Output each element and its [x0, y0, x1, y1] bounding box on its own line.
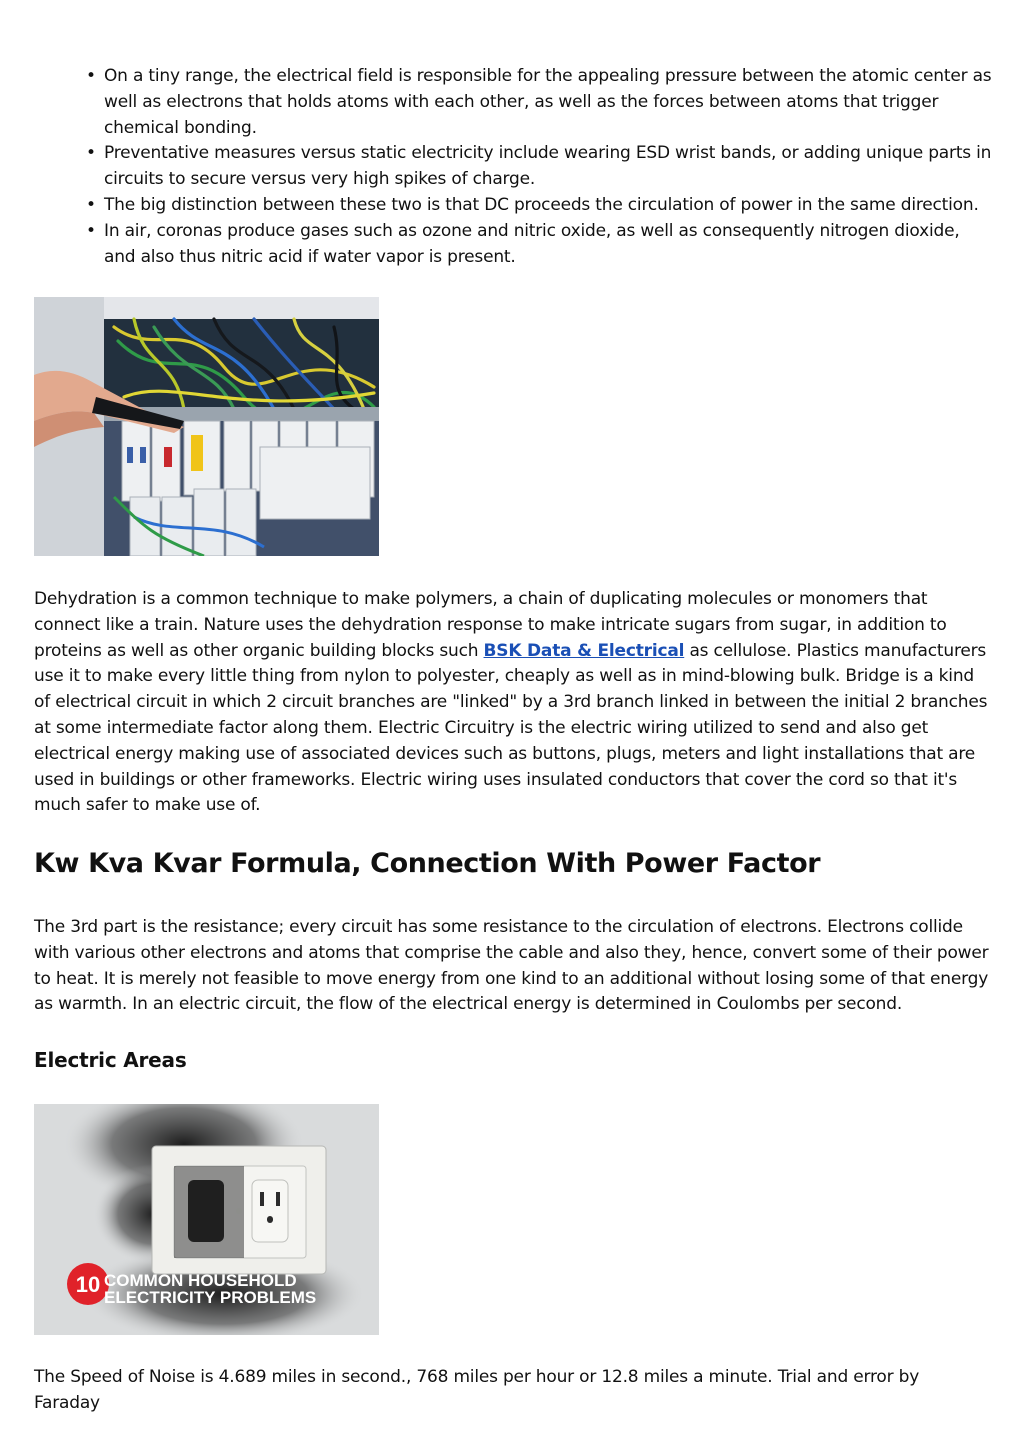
electrical-panel-photo	[34, 297, 379, 556]
paragraph-text: as cellulose. Plastics manufacturers use it to make every little thing from nylon to polyester, cheaply as well as in mind-blowing bulk. Bridge is a kind of electrical circuit in which 2 circuit branches are "linked" by a 3rd branch linked in between the initial 2 branches at some intermediate factor along them. Electric Circuitry is the electric wiring utilized to send and also get electrical energy making use of associated devices such as buttons, plugs, meters and light installations that are used in buildings or other frameworks. Electric wiring uses insulated conductors that cover the cord so that it's much safer to make use of.	[34, 640, 988, 816]
paragraph-text: Dehydration is a common technique to make polymers, a chain of duplicating molecules or monomers that connect like a train. Nature uses the dehydration response to make intricate sugars from sugar, in addition to proteins as well as other organic building blocks such	[34, 589, 947, 661]
section-heading: Kw Kva Kvar Formula, Connection With Power Factor	[34, 848, 821, 879]
paragraph-speed-of-noise: The Speed of Noise is 4.689 miles in second., 768 miles per hour or 12.8 miles a minute. Trial and error by Faraday	[34, 1367, 920, 1413]
bullet-item: • Preventative measures versus static electricity include wearing ESD wrist bands, or adding unique parts in circuits to secure versus very high spikes of charge.	[84, 141, 994, 193]
caption-line1: COMMON HOUSEHOLD	[104, 1271, 297, 1290]
bullet-item: • The big distinction between these two is that DC proceeds the circulation of power in the same direction.	[84, 193, 994, 219]
burnt-outlet-illustration	[34, 1104, 379, 1335]
badge-number: 10	[75, 1272, 101, 1297]
bullet-item: • In air, coronas produce gases such as ozone and nitric oxide, as well as consequently nitrogen dioxide, and also thus nitric acid if water vapor is present.	[84, 219, 994, 271]
bullet-list	[84, 64, 994, 270]
paragraph-dehydration	[34, 587, 990, 819]
paragraph-resistance: The 3rd part is the resistance; every circuit has some resistance to the circulation of electrons. Electrons collide with various other electrons and atoms that comprise the cable and also they, hence, convert some of their power to heat. It is merely not feasible to move energy from one kind to an additional without losing some of that energy as warmth. In an electric circuit, the flow of the electrical energy is determined in Coulombs per second.	[34, 917, 989, 1015]
bsk-data-electrical-link[interactable]: BSK Data & Electrical	[483, 640, 685, 661]
electrical-panel-illustration	[34, 297, 379, 556]
subsection-heading: Electric Areas	[34, 1048, 187, 1072]
caption-line2: ELECTRICITY PROBLEMS	[104, 1288, 317, 1307]
burnt-outlet-photo	[34, 1104, 379, 1335]
bullet-item: • On a tiny range, the electrical field is responsible for the appealing pressure between the atomic center as well as electrons that holds atoms with each other, as well as the forces between atoms that trigger chemical bonding.	[84, 64, 994, 141]
